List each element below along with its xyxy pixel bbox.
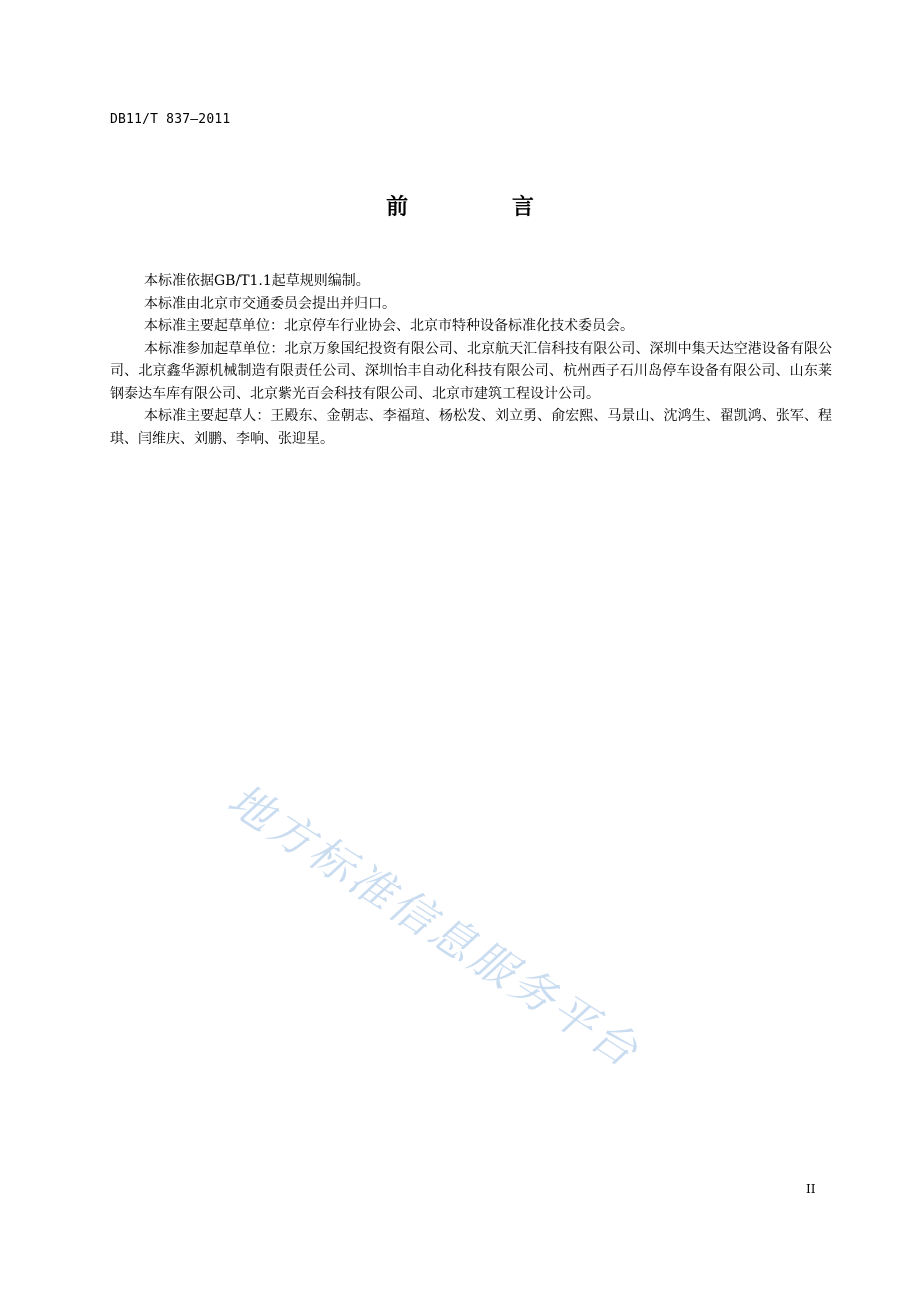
foreword-body [110, 270, 832, 450]
watermark: 地方标准信息服务平台 [218, 774, 649, 1079]
paragraph-main-drafting-units: 本标准主要起草单位：北京停车行业协会、北京市特种设备标准化技术委员会。 [144, 318, 634, 334]
page-title: 前 言 [386, 195, 582, 220]
paragraph-main-drafters: 本标准主要起草人：王殿东、金朝志、李福瑄、杨松发、刘立勇、俞宏熙、马景山、沈鸿生、翟凯鸿、张军、程琪、闫维庆、刘鹏、李响、张迎星。 [110, 408, 832, 447]
paragraph-participating-units: 本标准参加起草单位：北京万象国纪投资有限公司、北京航天汇信科技有限公司、深圳中集天达空港设备有限公司、北京鑫华源机械制造有限责任公司、深圳怡丰自动化科技有限公司、杭州西子石川岛停车设备有限公司、山东莱钢泰达车库有限公司、北京紫光百会科技有限公司、北京市建筑工程设计公司。 [110, 340, 832, 402]
paragraph-proposer: 本标准由北京市交通委员会提出并归口。 [144, 295, 396, 312]
page-number: II [806, 1182, 816, 1196]
document-code: DB11/T 837—2011 [110, 112, 231, 127]
paragraph-drafting-rules: 本标准依据GB/T1.1起草规则编制。 [144, 273, 370, 289]
